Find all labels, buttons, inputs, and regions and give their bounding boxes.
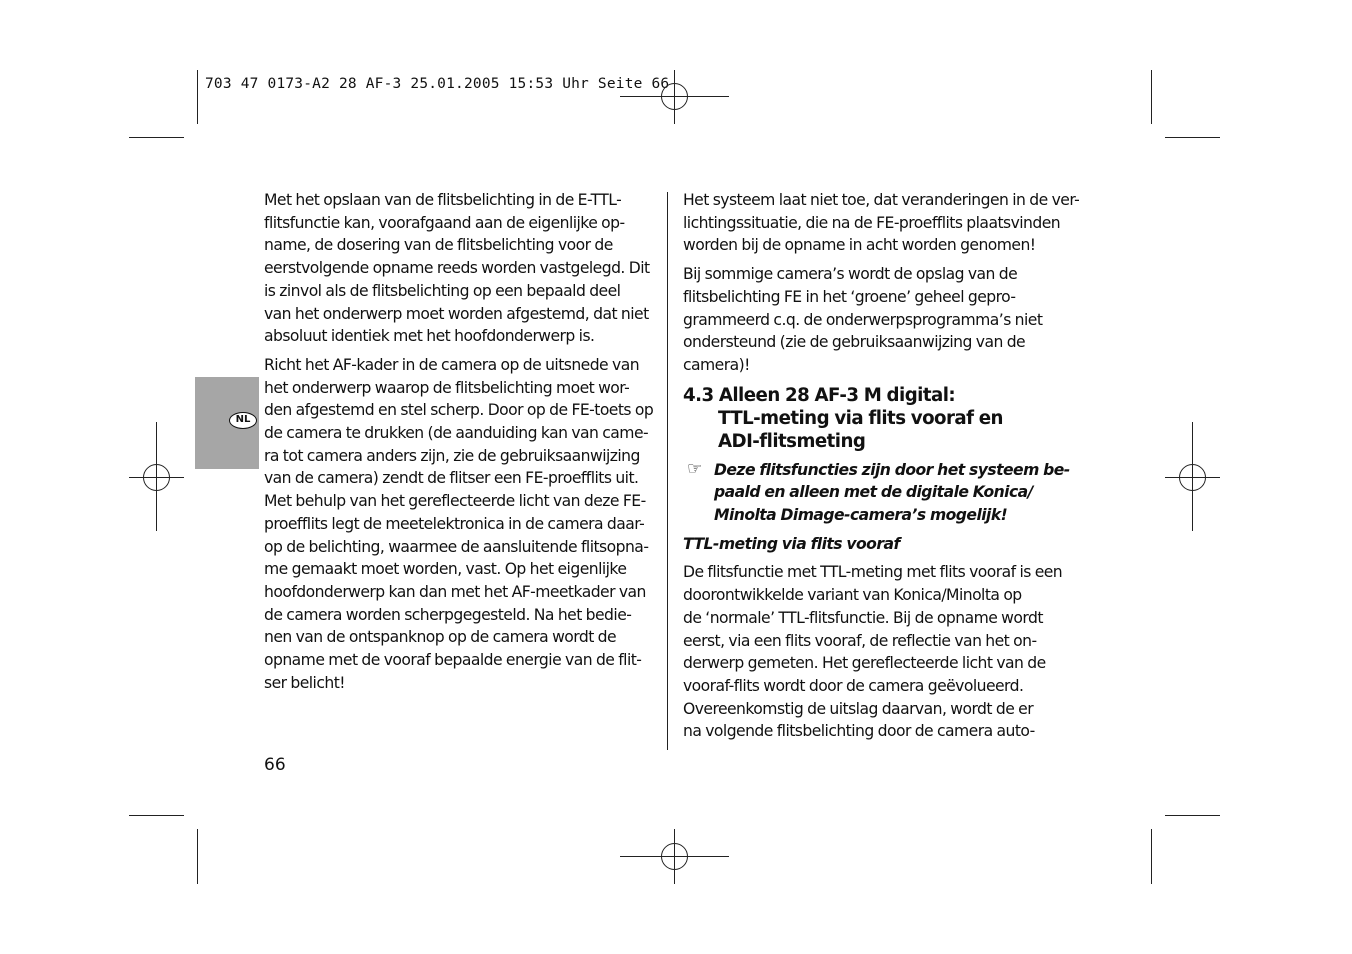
paragraph-camera-support: Bij sommige camera’s wordt de opslag van de flitsbelichting FE in het ‘groene’ geheel gepro- grammeerd c.q. de onderwerpsprogramma’s niet ondersteund (zie de gebruiksaanwijzing van de camera)!	[683, 265, 1043, 374]
paragraph-system-notice: Het systeem laat niet toe, dat veranderingen in de ver- lichtingssituatie, die na de FE-proefflits plaatsvinden worden bij de opname in acht worden genomen!	[683, 191, 1080, 255]
crop-mark-bottom-left-vertical	[197, 829, 198, 884]
paragraph-flash-storage-intro: Met het opslaan van de flitsbelichting in de E-TTL- flitsfunctie kan, voorafgaand aan de eigenlijke op- name, de dosering van de flitsbelichting voor de eerstvolgende opname reeds worden vastgelegd. Dit is zinvol als de flitsbelichting op een bepaald deel van het onderwerp moet worden afgestemd, dat niet absoluut identiek met het hoofdonderwerp is.	[264, 191, 650, 346]
registration-mark-top-circle	[661, 83, 688, 110]
registration-mark-bottom-circle	[661, 843, 688, 870]
print-slug: 703 47 0173-A2 28 AF-3 25.01.2005 15:53 Uhr Seite 66	[205, 76, 670, 92]
pointing-hand-icon: ☞	[687, 458, 702, 479]
paragraph-ttl-pre-flash-description: De flitsfunctie met TTL-meting met flits vooraf is een doorontwikkelde variant van Konica/Minolta op de ‘normale’ TTL-flitsfunctie. Bij de opname wordt eerst, via een flits vooraf, de reflectie van het on- derwerp gemeten. Het gereflecteerde licht van de vooraf-flits wordt door de camera geëvolueerd. Overeenkomstig de uitslag daarvan, wordt de er na volgende flitsbelichting door de camera auto-	[683, 563, 1063, 741]
language-badge-nl: NL	[229, 412, 257, 429]
paragraph-af-frame-instructions: Richt het AF-kader in de camera op de uitsnede van het onderwerp waarop de flitsbelichting moet wor- den afgestemd en stel scherp. Door op de FE-toets op de camera te drukken (de aanduiding kan van came- ra tot camera anders zijn, zie de gebruiksaanwijzing van de camera) zendt de flitser een FE-proefflits uit. Met behulp van het gereflecteerde licht van deze FE- proefflits legt de meetelektronica in de camera daar- op de belichting, waarmee de aansluitende flitsopna- me gemaakt moet worden, vast. Op het eigenlijke hoofdonderwerp kan dan met het AF-meetkader van de camera worden scherpgegesteld. Na het bedie- nen van de ontspanknop op de camera wordt de opname met de vooraf bepaalde energie van de flit- ser belicht!	[264, 355, 654, 692]
registration-mark-right-circle	[1179, 464, 1206, 491]
crop-mark-bottom-left-horizontal	[129, 815, 184, 816]
registration-mark-left-circle	[143, 464, 170, 491]
crop-mark-top-right-horizontal	[1165, 137, 1220, 138]
column-divider	[667, 192, 668, 750]
right-column	[683, 189, 1083, 743]
left-column	[264, 189, 664, 694]
crop-mark-bottom-right-vertical	[1151, 829, 1152, 884]
section-heading-4-3: 4.3 Alleen 28 AF-3 M digital: TTL-meting via flits vooraf en ADI-flitsmeting	[683, 384, 1003, 452]
note-digital-only: ☞ Deze flitsfuncties zijn door het systeem be- paald en alleen met de digitale Konica/ Minolta Dimage-camera’s mogelijk!	[687, 458, 1070, 525]
crop-mark-top-left-horizontal	[129, 137, 184, 138]
crop-mark-top-right-vertical	[1151, 70, 1152, 124]
crop-mark-bottom-right-horizontal	[1165, 815, 1220, 816]
page-number: 66	[264, 755, 286, 775]
subheading-ttl-pre-flash: TTL-meting via flits vooraf	[683, 534, 900, 553]
crop-mark-top-left-vertical	[197, 70, 198, 124]
